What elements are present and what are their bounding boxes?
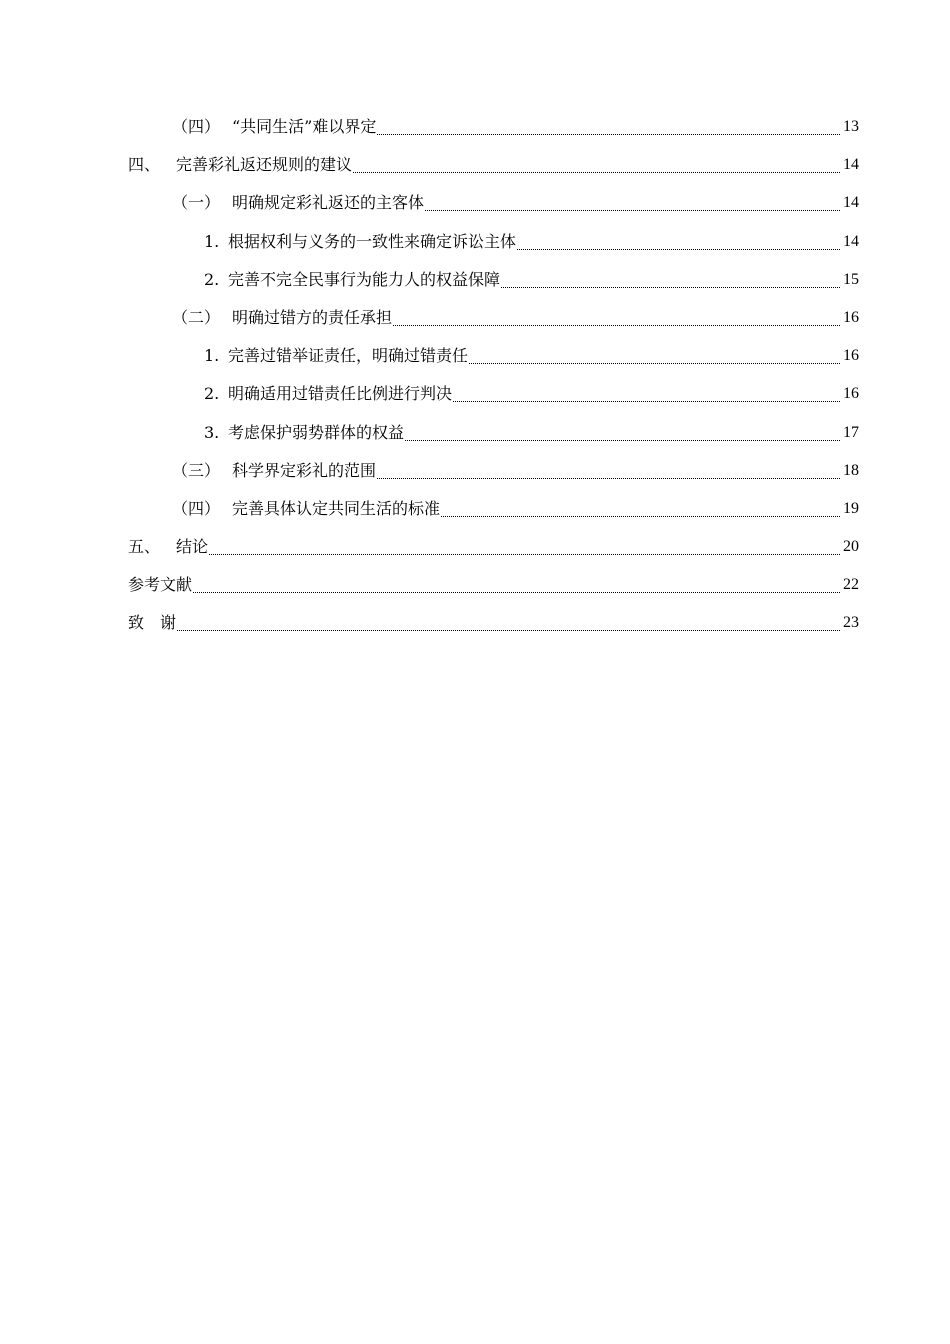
toc-entry-number: 五、 [128, 537, 161, 557]
toc-page-number: 16 [843, 385, 859, 403]
toc-entry-title: 根据权利与义务的一致性来确定诉讼主体 [228, 231, 517, 251]
toc-page-number: 16 [843, 347, 859, 365]
dot-leader [405, 422, 840, 441]
toc-entry-number: 1. [204, 231, 220, 251]
toc-page-number: 18 [843, 461, 859, 479]
toc-entry[interactable] [0, 460, 950, 498]
toc-entry[interactable] [0, 192, 950, 230]
toc-entry-label [204, 383, 452, 405]
toc-entry[interactable] [0, 116, 950, 154]
toc-entry-number: （四） [172, 498, 221, 518]
dot-leader [209, 536, 840, 555]
toc-entry-number: （三） [172, 460, 221, 480]
toc-entry[interactable] [0, 269, 950, 307]
toc-entry[interactable] [0, 307, 950, 345]
toc-entry-title: 致 谢 [128, 613, 177, 633]
dot-leader [377, 460, 840, 479]
dot-leader [517, 231, 840, 250]
toc-entry-title: 完善不完全民事行为能力人的权益保障 [228, 269, 501, 289]
dot-leader [441, 498, 840, 517]
toc-entry[interactable] [0, 612, 950, 650]
toc-entry[interactable] [0, 422, 950, 460]
toc-entry-title: “共同生活”难以界定 [232, 117, 377, 136]
toc-page-number: 22 [843, 576, 859, 594]
toc-entry-title: 考虑保护弱势群体的权益 [228, 422, 405, 442]
toc-entry-number: 2. [204, 384, 220, 404]
toc-entry-label [172, 307, 392, 329]
toc-entry-title: 明确规定彩礼返还的主客体 [232, 193, 425, 213]
toc-page-number: 14 [843, 232, 859, 250]
toc-entry[interactable] [0, 154, 950, 192]
toc-entry-label [204, 422, 404, 444]
toc-entry-title: 明确适用过错责任比例进行判决 [228, 384, 453, 404]
toc-entry-title: 完善具体认定共同生活的标准 [232, 498, 441, 518]
toc-entry-label [128, 154, 352, 176]
toc-page-number: 19 [843, 499, 859, 517]
toc-page-number: 15 [843, 270, 859, 288]
toc-entry-title: 完善过错举证责任，明确过错责任 [228, 346, 469, 366]
toc-page-number: 14 [843, 156, 859, 174]
toc-page-number: 23 [843, 614, 859, 632]
toc-entry-number: 1. [204, 346, 220, 366]
toc-entry-number: 3. [204, 422, 220, 442]
toc-entry[interactable] [0, 345, 950, 383]
dot-leader [177, 612, 840, 631]
toc-entry-label [204, 345, 468, 367]
toc-page-number: 16 [843, 308, 859, 326]
toc-entry-title: 完善彩礼返还规则的建议 [176, 155, 353, 175]
dot-leader [425, 192, 840, 211]
toc-page-number: 17 [843, 423, 859, 441]
toc-entry-number: （二） [172, 307, 221, 327]
toc-entry-label [172, 498, 440, 520]
toc-entry-label [204, 231, 516, 253]
toc-entry-label [172, 192, 424, 214]
dot-leader [353, 154, 840, 173]
toc-entry-number: （一） [172, 193, 221, 213]
dot-leader [193, 574, 840, 593]
toc-entry-label [128, 612, 176, 634]
toc-entry-title: 科学界定彩礼的范围 [232, 460, 377, 480]
toc-entry-title: 明确过错方的责任承担 [232, 307, 393, 327]
toc-entry[interactable] [0, 231, 950, 269]
table-of-contents [0, 116, 950, 651]
toc-entry-number: 四、 [128, 155, 161, 175]
dot-leader [393, 307, 840, 326]
toc-entry-number: （四） [172, 117, 221, 136]
toc-page-number: 20 [843, 538, 859, 556]
dot-leader [501, 269, 840, 288]
toc-entry-title: 参考文献 [128, 575, 193, 595]
toc-entry[interactable] [0, 498, 950, 536]
toc-entry[interactable] [0, 536, 950, 574]
toc-page-number: 13 [843, 118, 859, 135]
toc-entry-label [172, 116, 376, 138]
toc-entry-label [172, 460, 376, 482]
toc-entry[interactable] [0, 383, 950, 421]
dot-leader [453, 383, 840, 402]
toc-entry-number: 2. [204, 269, 220, 289]
toc-entry-label [128, 574, 192, 596]
toc-entry[interactable] [0, 574, 950, 612]
dot-leader [469, 345, 840, 364]
toc-entry-label [204, 269, 500, 291]
toc-page-number: 14 [843, 194, 859, 212]
toc-entry-title: 结论 [176, 537, 209, 557]
dot-leader [377, 116, 840, 135]
toc-entry-label [128, 536, 208, 558]
